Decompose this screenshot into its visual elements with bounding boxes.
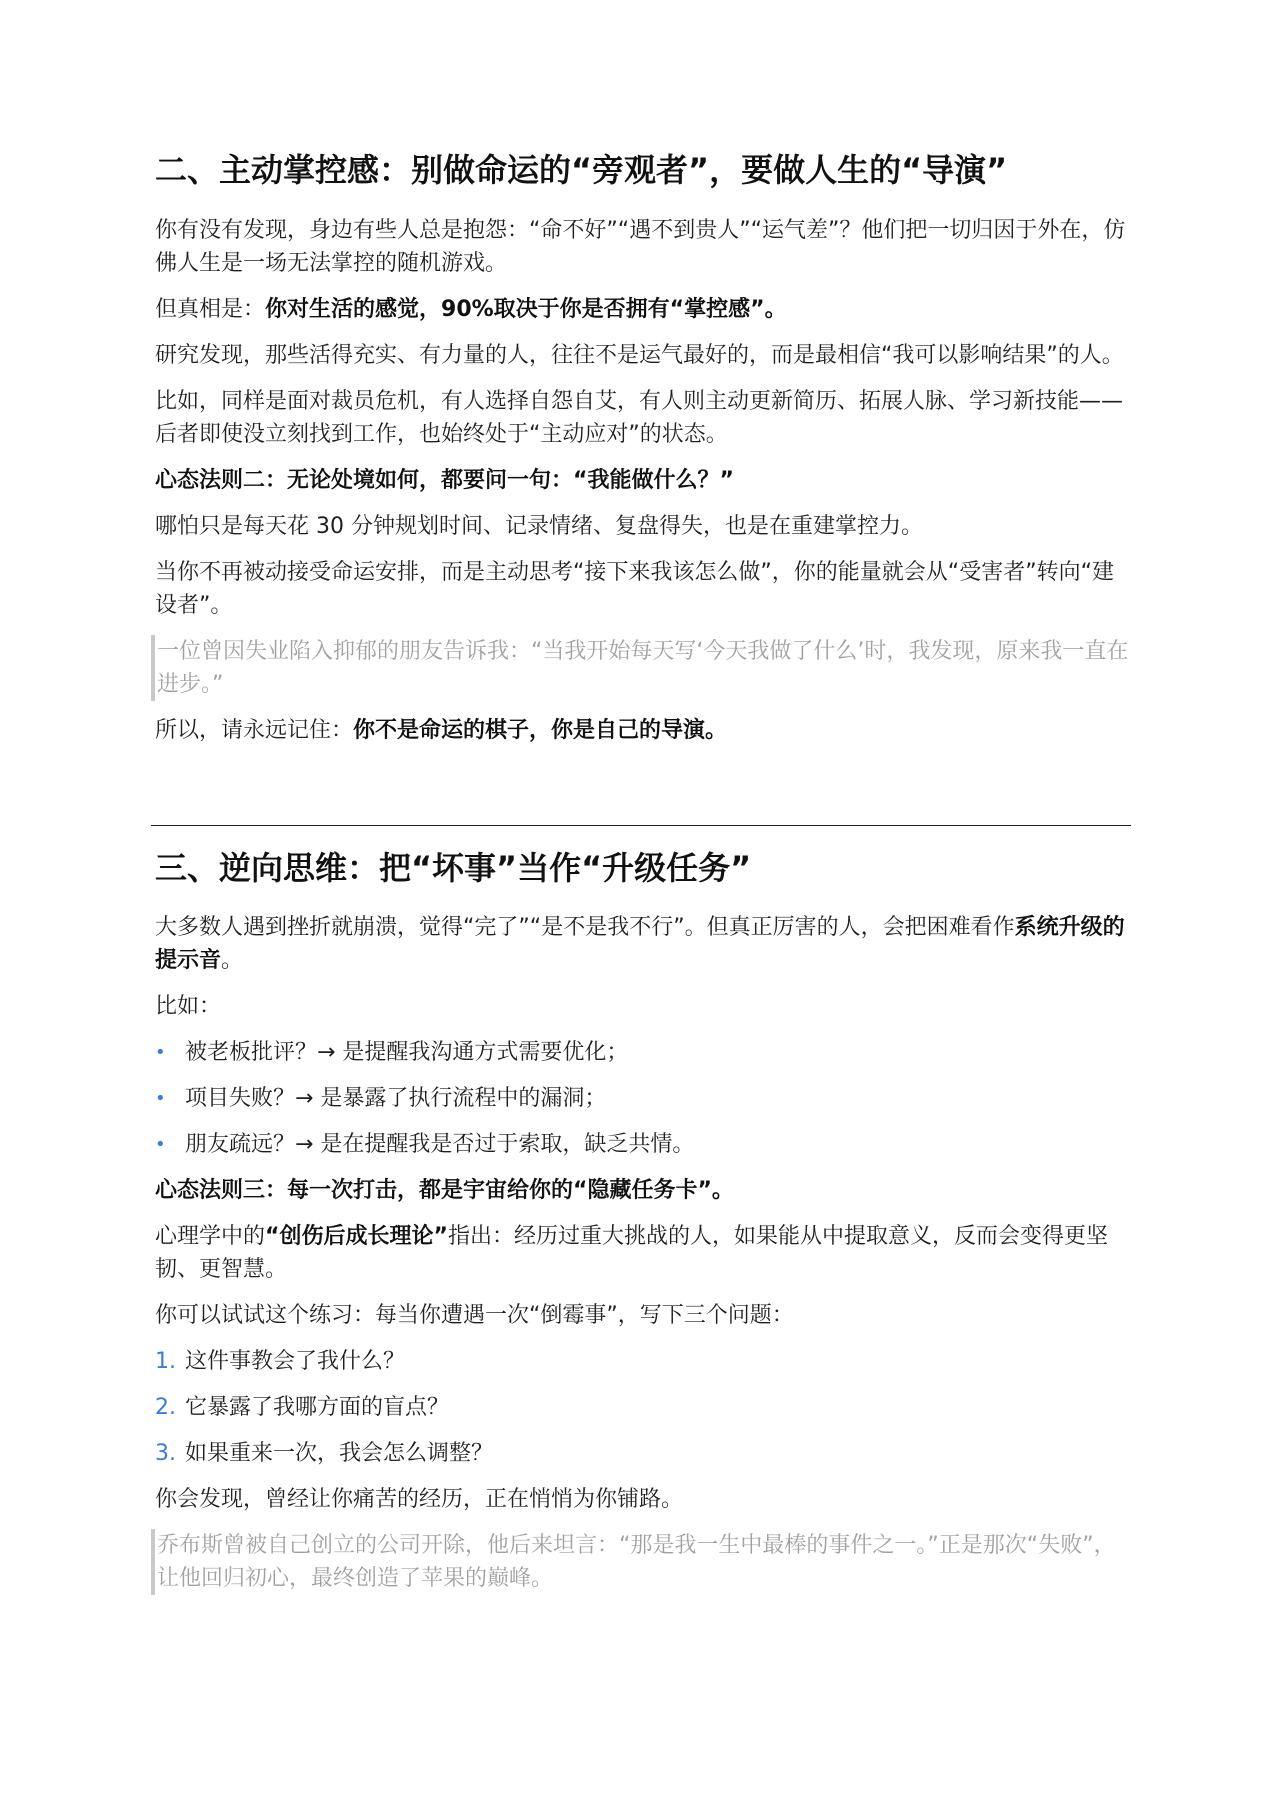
list-item bbox=[155, 1128, 1130, 1161]
section2-blockquote: 一位曾因失业陷入抑郁的朋友告诉我：“当我开始每天写‘今天我做了什么’时，我发现，原来我一直在进步。” bbox=[151, 635, 1130, 701]
section3-blockquote: 乔布斯曾被自己创立的公司开除，他后来坦言：“那是我一生中最棒的事件之一。”正是那次“失败”，让他回归初心，最终创造了苹果的巅峰。 bbox=[151, 1529, 1130, 1595]
list-item bbox=[155, 1345, 1130, 1378]
section3-numbered-list bbox=[155, 1345, 1130, 1470]
list-item-text: 朋友疏远？→ 是在提醒我是否过于索取，缺乏共情。 bbox=[185, 1132, 695, 1158]
section2-rule bbox=[155, 464, 1130, 497]
section2-p7-prefix: 所以，请永远记住： bbox=[155, 717, 354, 743]
section2-paragraph-6: 当你不再被动接受命运安排，而是主动思考“接下来我该怎么做”，你的能量就会从“受害者”转向“建设者”。 bbox=[155, 559, 1114, 618]
section2-paragraph-7 bbox=[155, 714, 1130, 747]
list-number: 3. bbox=[155, 1441, 176, 1467]
section3-p1-prefix: 大多数人遇到挫折就崩溃，觉得“完了”“是不是我不行”。但真正厉害的人，会把困难看作 bbox=[155, 915, 1015, 941]
section3-paragraph-4: 你可以试试这个练习：每当你遭遇一次“倒霉事”，写下三个问题： bbox=[155, 1303, 794, 1329]
list-number: 1. bbox=[155, 1349, 176, 1375]
list-item-text: 这件事教会了我什么？ bbox=[185, 1349, 406, 1375]
section2-paragraph-5: 哪怕只是每天花 30 分钟规划时间、记录情绪、复盘得失，也是在重建掌控力。 bbox=[155, 513, 923, 539]
bullet-icon: • bbox=[155, 1088, 166, 1110]
section-divider bbox=[151, 825, 1131, 826]
section3-rule-text: 心态法则三：每一次打击，都是宇宙给你的“隐藏任务卡”。 bbox=[155, 1178, 734, 1204]
list-item-text: 项目失败？→ 是暴露了执行流程中的漏洞； bbox=[185, 1086, 607, 1112]
section3-p1-suffix: 。 bbox=[221, 948, 244, 974]
bullet-icon: • bbox=[155, 1042, 166, 1064]
section3-heading: 三、逆向思维：把“坏事”当作“升级任务” bbox=[155, 848, 752, 887]
document-page bbox=[155, 150, 1130, 1608]
section3-p3-bold: “创伤后成长理论” bbox=[265, 1224, 448, 1250]
section3-paragraph-5: 你会发现，曾经让你痛苦的经历，正在悄悄为你铺路。 bbox=[155, 1487, 684, 1513]
section3-rule bbox=[155, 1174, 1130, 1207]
section3-p3-prefix: 心理学中的 bbox=[155, 1224, 266, 1250]
bullet-icon: • bbox=[155, 1134, 166, 1156]
section3-p3-suffix: 指出：经历过重大挑战的人，如果能从中提取意义，反而会变得更坚韧、更智慧。 bbox=[155, 1224, 1108, 1283]
section2-paragraph-3: 研究发现，那些活得充实、有力量的人，往往不是运气最好的，而是最相信“我可以影响结果”的人。 bbox=[155, 342, 1124, 368]
section2-heading: 二、主动掌控感：别做命运的“旁观者”，要做人生的“导演” bbox=[155, 151, 1008, 189]
section2-p2-prefix: 但真相是： bbox=[155, 296, 266, 322]
section2-p2-bold: 你对生活的感觉，90%取决于你是否拥有“掌控感”。 bbox=[265, 296, 787, 322]
list-item-text: 它暴露了我哪方面的盲点？ bbox=[185, 1395, 450, 1421]
section3-p1-bold: 系统升级的提示音 bbox=[155, 915, 1125, 974]
section3-paragraph-3 bbox=[155, 1220, 1130, 1286]
section2-paragraph-1: 你有没有发现，身边有些人总是抱怨：“命不好”“遇不到贵人”“运气差”？他们把一切归因于外在，仿佛人生是一场无法掌控的随机游戏。 bbox=[155, 217, 1126, 276]
section3-paragraph-1 bbox=[155, 911, 1130, 977]
section3-paragraph-2: 比如： bbox=[155, 994, 222, 1020]
list-item bbox=[155, 1437, 1130, 1470]
list-item bbox=[155, 1082, 1130, 1115]
section2-paragraph-2 bbox=[155, 293, 1130, 326]
list-item bbox=[155, 1036, 1130, 1069]
section3-bullet-list bbox=[155, 1036, 1130, 1161]
section2-p7-bold: 你不是命运的棋子，你是自己的导演。 bbox=[353, 717, 728, 743]
list-item bbox=[155, 1391, 1130, 1424]
list-item-text: 被老板批评？→ 是提醒我沟通方式需要优化； bbox=[185, 1040, 629, 1066]
list-item-text: 如果重来一次，我会怎么调整？ bbox=[185, 1441, 494, 1467]
section2-paragraph-4: 比如，同样是面对裁员危机，有人选择自怨自艾，有人则主动更新简历、拓展人脉、学习新技能——后者即使没立刻找到工作，也始终处于“主动应对”的状态。 bbox=[155, 388, 1124, 447]
section2-rule-text: 心态法则二：无论处境如何，都要问一句：“我能做什么？” bbox=[155, 467, 734, 493]
list-number: 2. bbox=[155, 1395, 176, 1421]
